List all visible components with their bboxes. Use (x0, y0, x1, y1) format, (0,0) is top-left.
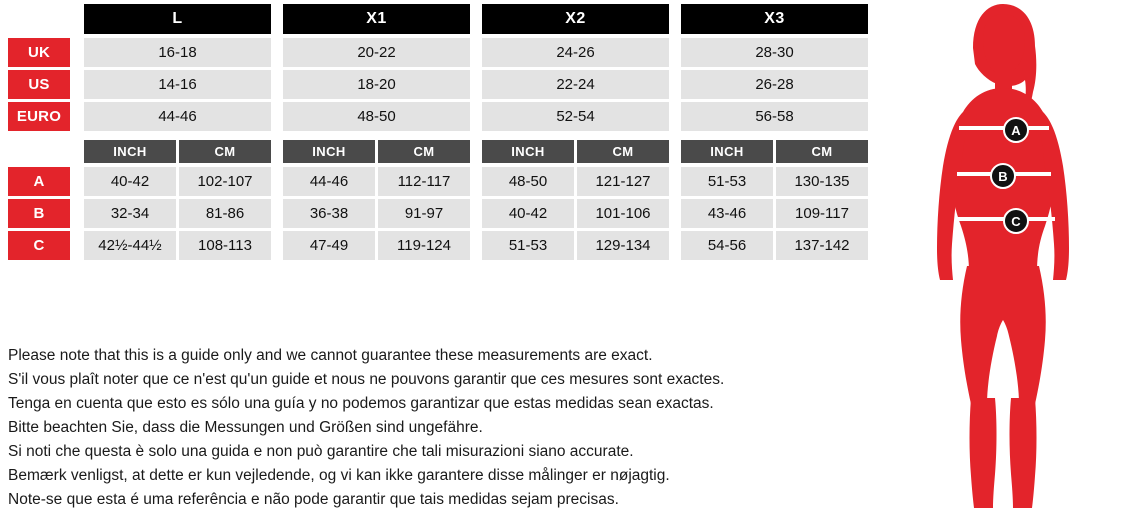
header-label-spacer (8, 4, 70, 34)
cell-us-l: 14-16 (84, 70, 271, 99)
cell-c-x2-inch: 51-53 (482, 231, 574, 260)
cell-uk-x1: 20-22 (283, 38, 470, 67)
note-de: Bitte beachten Sie, dass die Messungen und Größen sind ungefähre. (8, 419, 483, 437)
size-header-row (8, 4, 868, 34)
row-label-a: A (8, 167, 70, 196)
size-header-group (482, 4, 669, 34)
cell-us-x2: 22-24 (482, 70, 669, 99)
cell-c-x1-inch: 47-49 (283, 231, 375, 260)
table-row (8, 199, 868, 228)
table-row (8, 231, 868, 260)
row-label-euro: EURO (8, 102, 70, 131)
cell-us-x3: 26-28 (681, 70, 868, 99)
cell-b-l-inch: 32-34 (84, 199, 176, 228)
cell-uk-x3: 28-30 (681, 38, 868, 67)
cell-b-x1-cm: 91-97 (375, 199, 470, 228)
table-row (8, 70, 868, 99)
note-it: Si noti che questa è solo una guida e non può garantire che tali misurazioni siano accurate. (8, 443, 634, 461)
cell-b-x3-cm: 109-117 (773, 199, 868, 228)
cell-a-x1-cm: 112-117 (375, 167, 470, 196)
cell-uk-l: 16-18 (84, 38, 271, 67)
cell-b-x3-inch: 43-46 (681, 199, 773, 228)
size-chart (8, 4, 868, 263)
female-body-silhouette-icon (875, 0, 1125, 516)
note-es: Tenga en cuenta que esto es sólo una guía y no podemos garantizar que estas medidas sean exactas. (8, 395, 714, 413)
cell-b-l-cm: 81-86 (176, 199, 271, 228)
unit-header-inch: INCH (283, 140, 375, 163)
note-pt: Note-se que esta é uma referência e não pode garantir que tais medidas sejam precisas. (8, 491, 619, 509)
body-figure (875, 0, 1125, 516)
unit-header-row (8, 140, 868, 163)
unit-header-inch: INCH (681, 140, 773, 163)
cell-c-l-inch: 42½-44½ (84, 231, 176, 260)
size-header-l: L (84, 4, 271, 34)
cell-euro-x1: 48-50 (283, 102, 470, 131)
cell-a-x2-cm: 121-127 (574, 167, 669, 196)
cell-b-x1-inch: 36-38 (283, 199, 375, 228)
size-header-x3: X3 (681, 4, 868, 34)
row-label-b: B (8, 199, 70, 228)
unit-header-inch: INCH (84, 140, 176, 163)
cell-us-x1: 18-20 (283, 70, 470, 99)
row-label-uk: UK (8, 38, 70, 67)
unit-header-cm: CM (375, 140, 470, 163)
cell-c-l-cm: 108-113 (176, 231, 271, 260)
cell-a-x1-inch: 44-46 (283, 167, 375, 196)
note-da: Bemærk venligst, at dette er kun vejledende, og vi kan ikke garantere disse målinger er nøjagtig. (8, 467, 670, 485)
cell-a-x2-inch: 48-50 (482, 167, 574, 196)
marker-a: A (1003, 117, 1029, 143)
table-row (8, 38, 868, 67)
cell-a-x3-inch: 51-53 (681, 167, 773, 196)
unit-header-cm: CM (574, 140, 669, 163)
cell-a-l-inch: 40-42 (84, 167, 176, 196)
unit-label-spacer (8, 140, 70, 163)
cell-uk-x2: 24-26 (482, 38, 669, 67)
cell-c-x2-cm: 129-134 (574, 231, 669, 260)
disclaimer-notes (8, 345, 878, 514)
size-header-group (681, 4, 868, 34)
note-en: Please note that this is a guide only and we cannot guarantee these measurements are exact. (8, 347, 653, 364)
cell-euro-x2: 52-54 (482, 102, 669, 131)
size-header-group (84, 4, 271, 34)
unit-header-cm: CM (773, 140, 868, 163)
cell-c-x3-cm: 137-142 (773, 231, 868, 260)
size-header-x1: X1 (283, 4, 470, 34)
cell-b-x2-inch: 40-42 (482, 199, 574, 228)
cell-euro-l: 44-46 (84, 102, 271, 131)
unit-header-cm: CM (176, 140, 271, 163)
row-label-c: C (8, 231, 70, 260)
cell-a-x3-cm: 130-135 (773, 167, 868, 196)
table-row (8, 167, 868, 196)
cell-b-x2-cm: 101-106 (574, 199, 669, 228)
size-header-x2: X2 (482, 4, 669, 34)
row-label-us: US (8, 70, 70, 99)
unit-header-inch: INCH (482, 140, 574, 163)
cell-c-x1-cm: 119-124 (375, 231, 470, 260)
size-header-group (283, 4, 470, 34)
marker-c: C (1003, 208, 1029, 234)
cell-c-x3-inch: 54-56 (681, 231, 773, 260)
table-row (8, 102, 868, 131)
marker-b: B (990, 163, 1016, 189)
cell-a-l-cm: 102-107 (176, 167, 271, 196)
cell-euro-x3: 56-58 (681, 102, 868, 131)
note-fr: S'il vous plaît noter que ce n'est qu'un guide et nous ne pouvons garantir que ces mesures sont exactes. (8, 371, 725, 389)
